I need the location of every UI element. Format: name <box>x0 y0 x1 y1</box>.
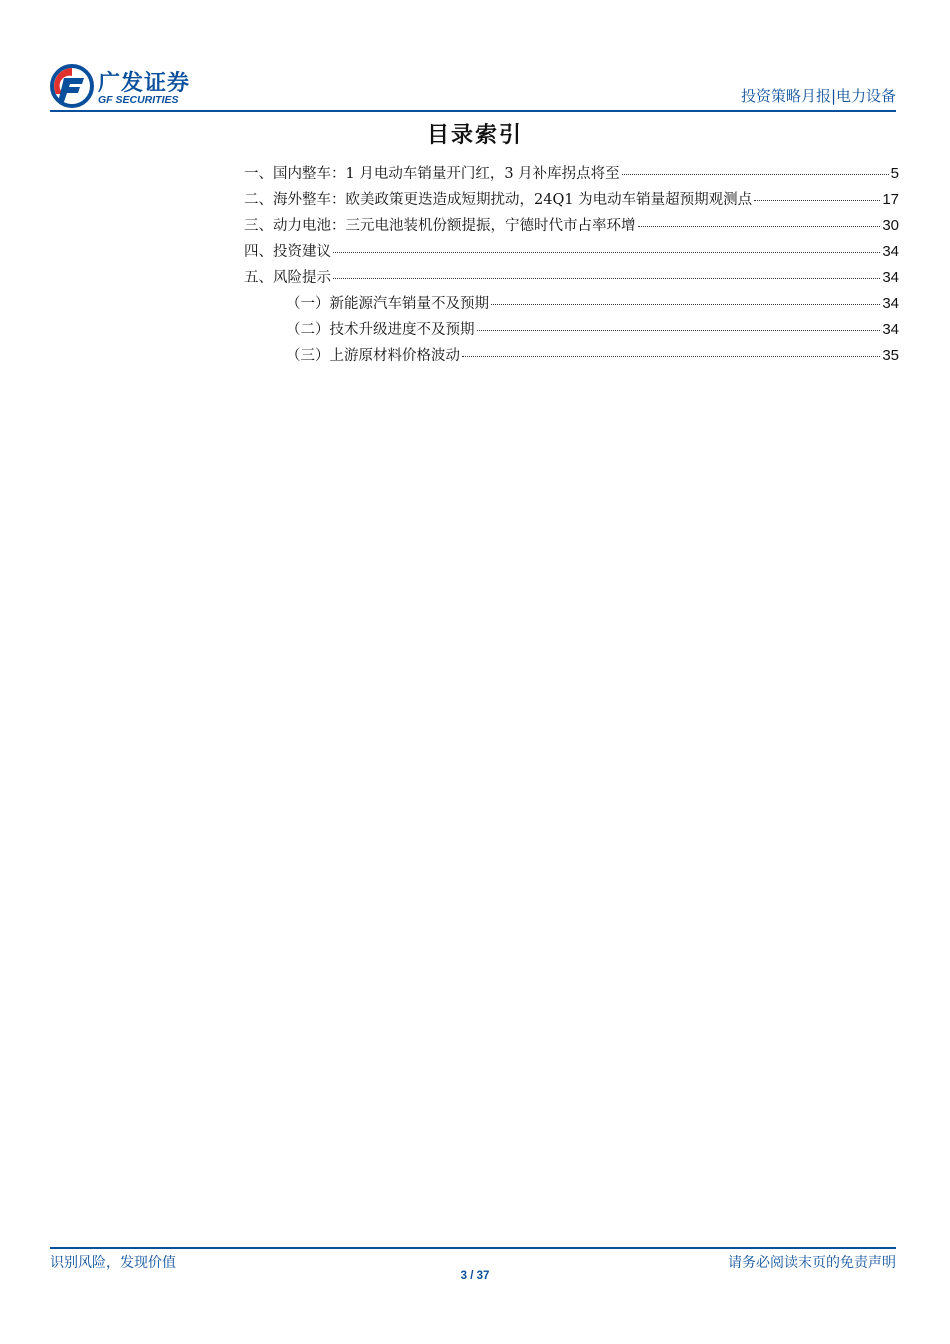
toc-entry-page: 5 <box>890 165 899 182</box>
toc-dot-leader <box>333 278 880 279</box>
toc-subentry-label: （三）上游原材料价格波动 <box>286 348 460 364</box>
logo-english-name: GF SECURITIES <box>98 94 179 106</box>
gf-logo-icon <box>50 64 94 108</box>
toc-entry[interactable] <box>244 214 899 240</box>
toc-entry-label: 二、海外整车：欧美政策更迭造成短期扰动，24Q1 为电动车销量超预期观测点 <box>244 192 753 208</box>
report-category: 投资策略月报|电力设备 <box>740 87 896 105</box>
toc-dot-leader <box>491 304 880 305</box>
footer-divider <box>50 1247 896 1249</box>
toc-entry-page: 30 <box>882 217 899 234</box>
toc-entry[interactable] <box>244 162 899 188</box>
toc-subentry[interactable] <box>244 292 899 318</box>
toc-subentry-label: （二）技术升级进度不及预期 <box>286 322 475 338</box>
toc-subentry-label: （一）新能源汽车销量不及预期 <box>286 296 489 312</box>
company-logo <box>50 64 210 110</box>
toc-subentry-page: 34 <box>882 321 899 338</box>
toc-entry-page: 17 <box>882 191 899 208</box>
footer-disclaimer-note: 请务必阅读末页的免责声明 <box>728 1255 896 1271</box>
toc-entry[interactable] <box>244 188 899 214</box>
toc-subentry-page: 35 <box>882 347 899 364</box>
toc-entry-label: 一、国内整车：1 月电动车销量开门红，3 月补库拐点将至 <box>244 166 620 182</box>
toc-subentry-page: 34 <box>882 295 899 312</box>
toc-entry[interactable] <box>244 266 899 292</box>
logo-chinese-name: 广发证券 <box>98 71 191 96</box>
toc-dot-leader <box>754 200 880 201</box>
header-divider <box>50 110 896 112</box>
toc-entry-page: 34 <box>882 269 899 286</box>
toc-dot-leader <box>333 252 880 253</box>
toc-entry-page: 34 <box>882 243 899 260</box>
toc-dot-leader <box>638 226 881 227</box>
footer-slogan: 识别风险，发现价值 <box>50 1255 176 1271</box>
toc-subentry[interactable] <box>244 344 899 370</box>
toc-entry-label: 三、动力电池：三元电池装机份额提振，宁德时代市占率环增 <box>244 218 636 234</box>
toc-entry[interactable] <box>244 240 899 266</box>
toc-dot-leader <box>622 174 889 175</box>
page-number: 3 / 37 <box>460 1270 490 1282</box>
toc-dot-leader <box>462 356 880 357</box>
toc-subentry[interactable] <box>244 318 899 344</box>
toc-entry-label: 五、风险提示 <box>244 270 331 286</box>
table-of-contents <box>244 162 899 370</box>
toc-dot-leader <box>477 330 881 331</box>
page-title: 目录索引 <box>426 122 523 148</box>
toc-entry-label: 四、投资建议 <box>244 244 331 260</box>
